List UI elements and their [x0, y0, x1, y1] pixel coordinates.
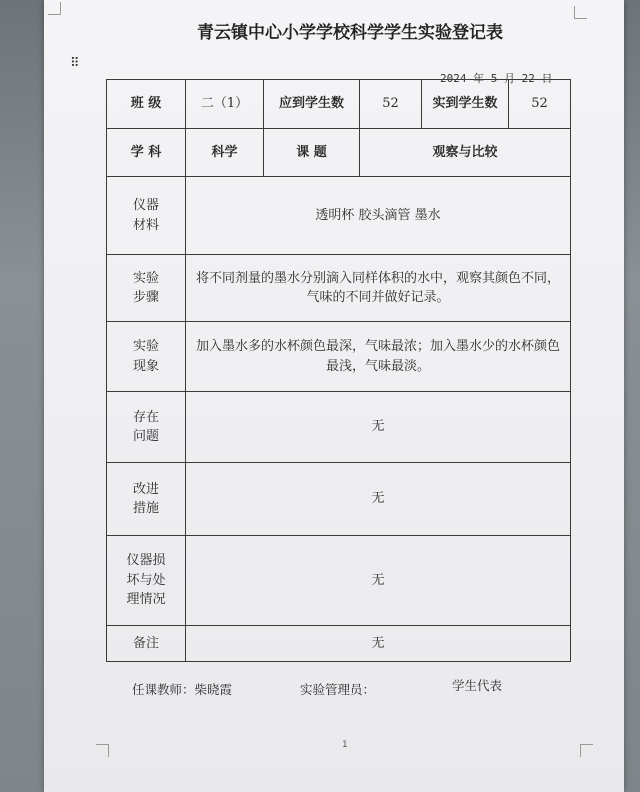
actual-count-label-cell[interactable]: 实到学生数 — [422, 80, 509, 129]
steps-value-cell[interactable] — [186, 255, 571, 322]
expected-count-label-cell[interactable]: 应到学生数 — [264, 80, 360, 129]
phenomenon-value: 加入墨水多的水杯颜色最深，气味最浓；加入墨水少的水杯颜色最浅，气味最淡。 — [195, 339, 560, 374]
topic-label-cell[interactable]: 课 题 — [264, 129, 360, 177]
remarks-value-cell[interactable] — [186, 626, 571, 662]
student-rep-signature: 学生代表 — [452, 678, 503, 693]
problems-label-cell[interactable] — [107, 392, 186, 463]
remarks-label: 备注 — [132, 635, 159, 651]
actual-count-value-cell[interactable]: 52 — [509, 80, 571, 129]
problems-value: 无 — [371, 419, 385, 435]
page-corner-mark — [580, 744, 593, 757]
topic-value-cell[interactable]: 观察与比较 — [360, 129, 571, 177]
teacher-signature: 任课教师：柴晓霞 — [132, 682, 233, 697]
table-row — [107, 177, 571, 255]
document-date: 2024 年 5 月 22 日 — [440, 72, 553, 85]
page-corner-mark — [48, 2, 61, 15]
remarks-value: 无 — [371, 635, 385, 651]
improvement-label: 改进 措施 — [132, 481, 159, 516]
registration-table — [106, 79, 571, 662]
table-row — [107, 255, 571, 322]
table-row — [107, 536, 571, 626]
table-row — [107, 80, 571, 129]
damage-value: 无 — [371, 572, 385, 588]
subject-value-cell[interactable]: 科学 — [186, 129, 264, 177]
improvement-label-cell[interactable] — [107, 463, 186, 536]
table-row — [107, 129, 571, 177]
table-row — [107, 626, 571, 662]
damage-value-cell[interactable] — [186, 536, 571, 626]
table-row — [107, 322, 571, 392]
remarks-label-cell[interactable] — [107, 626, 186, 662]
phenomenon-label: 实验 现象 — [132, 339, 159, 374]
document-title: 青云镇中心小学学校科学学生实验登记表 — [197, 23, 503, 43]
steps-value: 将不同剂量的墨水分别滴入同样体积的水中，观察其颜色不同，气味的不同并做好记录。 — [195, 270, 560, 305]
improvement-value: 无 — [371, 491, 385, 507]
class-label-cell[interactable]: 班 级 — [107, 80, 186, 129]
page-number: 1 — [342, 740, 348, 750]
lab-manager-signature: 实验管理员： — [300, 682, 376, 697]
page-corner-mark — [574, 6, 587, 19]
equipment-value-cell[interactable] — [186, 177, 571, 255]
table-row — [107, 392, 571, 463]
table-move-handle-icon[interactable]: ⠿ — [70, 56, 79, 71]
problems-label: 存在 问题 — [132, 409, 159, 444]
damage-label: 仪器损 坏与处 理情况 — [126, 553, 166, 608]
steps-label-cell[interactable] — [107, 255, 186, 322]
equipment-label: 仪器 材料 — [132, 198, 159, 233]
phenomenon-label-cell[interactable] — [107, 322, 186, 392]
problems-value-cell[interactable] — [186, 392, 571, 463]
equipment-label-cell[interactable] — [107, 177, 186, 255]
subject-label-cell[interactable]: 学 科 — [107, 129, 186, 177]
equipment-value: 透明杯 胶头滴管 墨水 — [315, 207, 441, 223]
page-corner-mark — [96, 744, 109, 757]
damage-label-cell[interactable] — [107, 536, 186, 626]
expected-count-value-cell[interactable]: 52 — [360, 80, 422, 129]
improvement-value-cell[interactable] — [186, 463, 571, 536]
phenomenon-value-cell[interactable] — [186, 322, 571, 392]
table-row — [107, 463, 571, 536]
class-value-cell[interactable]: 二（1） — [186, 80, 264, 129]
steps-label: 实验 步骤 — [132, 270, 159, 305]
